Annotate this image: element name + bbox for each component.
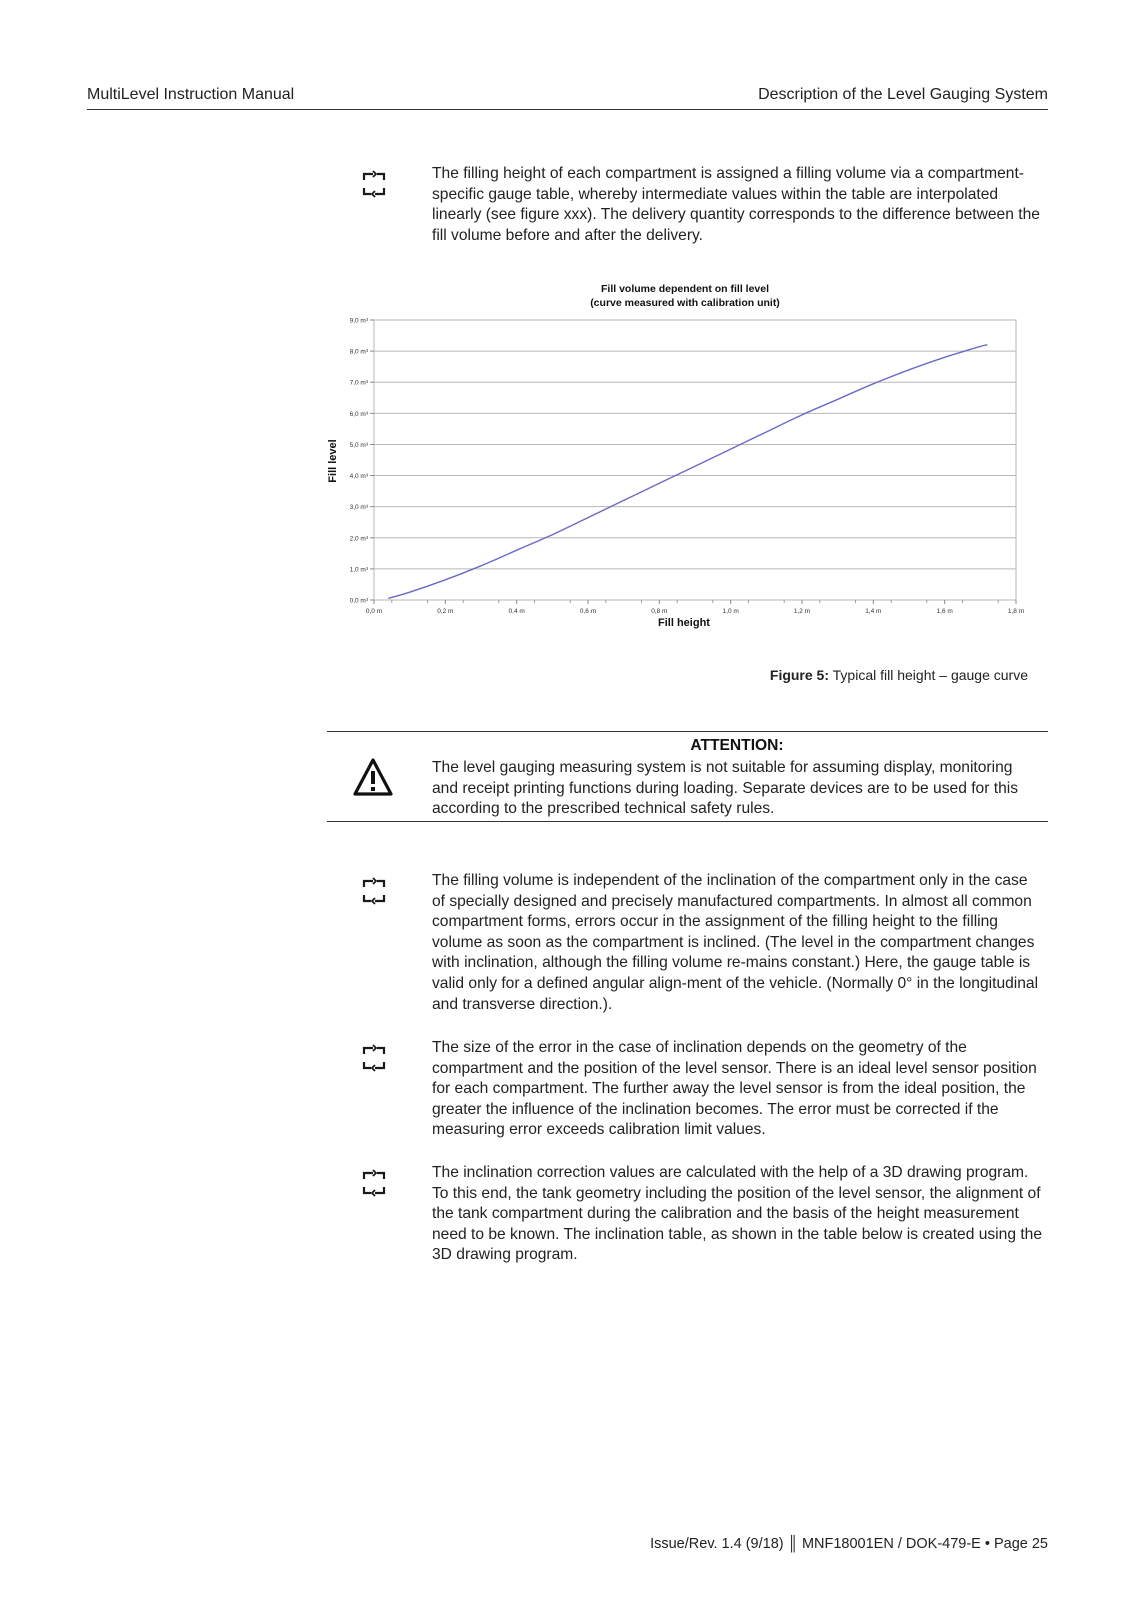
x-tick-label: 1,6 m — [936, 608, 953, 615]
y-tick-label: 9,0 m³ — [349, 317, 368, 325]
header-section: Description of the Level Gauging System — [758, 86, 1048, 103]
x-tick-label: 0,8 m — [651, 608, 668, 615]
warning-triangle-icon — [352, 757, 394, 797]
x-tick-label: 0,6 m — [579, 608, 597, 615]
paragraph-marker-icon — [357, 874, 391, 908]
y-tick-label: 2,0 m³ — [349, 535, 368, 543]
x-tick-label: 0,4 m — [508, 608, 525, 615]
figure-caption-text: Typical fill height – gauge curve — [832, 667, 1028, 683]
header-title: MultiLevel Instruction Manual — [87, 86, 295, 103]
x-axis-label: Fill height — [658, 617, 710, 629]
x-tick-label: 1,2 m — [793, 608, 811, 615]
attention-text: The level gauging measuring system is not suitable for assuming display, monitoring and receipt printing functions during loading. Separate devices are to be used for this according to the prescribed technical safety rules. — [432, 759, 1018, 818]
x-tick-label: 1,8 m — [1007, 608, 1025, 615]
chart-title: Fill volume dependent on fill level — [600, 283, 770, 295]
header-divider — [87, 109, 1048, 110]
paragraph-marker-icon — [357, 167, 391, 201]
chart-subtitle: (curve measured with calibration unit) — [590, 297, 780, 309]
plot-frame — [374, 320, 1016, 600]
paragraph-error-size: The size of the error in the case of inclination depends on the geometry of the compartment and the position of the level sensor. There is an ideal level sensor position for each compartment. The further away the level sensor is from the ideal position, the greater the influence of the inclination becomes. The error must be corrected if the measuring error exceeds calibration limit values. — [432, 1039, 1037, 1139]
page-footer: Issue/Rev. 1.4 (9/18) ║ MNF18001EN / DOK-479-E • Page 25 — [650, 1536, 1048, 1552]
figure-label: Figure 5: — [769, 667, 830, 683]
x-tick-label: 1,4 m — [865, 608, 882, 615]
attention-bottom-rule — [327, 821, 1048, 822]
y-tick-label: 6,0 m³ — [349, 410, 368, 418]
x-tick-label: 1,0 m — [722, 608, 739, 615]
paragraph-marker-icon — [357, 1166, 391, 1200]
fill-volume-chart — [326, 278, 1046, 638]
x-tick-label: 0,0 m — [365, 608, 383, 615]
paragraph-correction-values: The inclination correction values are calculated with the help of a 3D drawing program. To this end, the tank geometry including the position of the level sensor, the alignment of the tank compartment during the calibration and the basis of the height measurement need to be known. The inclination table, as shown in the table below is created using the 3D drawing program. — [432, 1164, 1042, 1264]
y-tick-label: 7,0 m³ — [349, 379, 368, 387]
y-tick-label: 3,0 m³ — [349, 504, 368, 512]
y-tick-label: 5,0 m³ — [349, 441, 368, 449]
attention-top-rule — [327, 731, 1048, 732]
chart-curve — [388, 345, 987, 599]
paragraph-inclination: The filling volume is independent of the inclination of the compartment only in the case of specially designed and precisely manufactured compartments. In almost all common compartment forms, errors occur in the assignment of the filling height to the filling volume as soon as the compartment is inclined. (The level in the compartment changes with inclination, although the filling volume re-mains constant.) Here, the gauge table is valid only for a defined angular align-ment of the vehicle. (Normally 0° in the longitudinal and transverse direction.). — [432, 872, 1039, 1013]
attention-title: ATTENTION: — [690, 737, 784, 754]
y-tick-label: 1,0 m³ — [349, 566, 368, 574]
y-tick-label: 0,0 m³ — [349, 597, 368, 605]
x-tick-label: 0,2 m — [437, 608, 454, 615]
paragraph-marker-icon — [357, 1041, 391, 1075]
paragraph-gauge-table: The filling height of each compartment is assigned a filling volume via a compartment-specific gauge table, whereby intermediate values within the table are interpolated linearly (see figure xxx). The delivery quantity corresponds to the difference between the fill volume before and after the delivery. — [432, 165, 1040, 244]
y-tick-label: 8,0 m³ — [349, 348, 368, 356]
series-line — [388, 345, 987, 599]
y-tick-label: 4,0 m³ — [349, 473, 368, 481]
chart-grid — [374, 320, 1016, 600]
figure-caption — [600, 667, 1028, 683]
y-axis-label: Fill level — [327, 439, 339, 483]
chart-axes — [350, 318, 1025, 616]
